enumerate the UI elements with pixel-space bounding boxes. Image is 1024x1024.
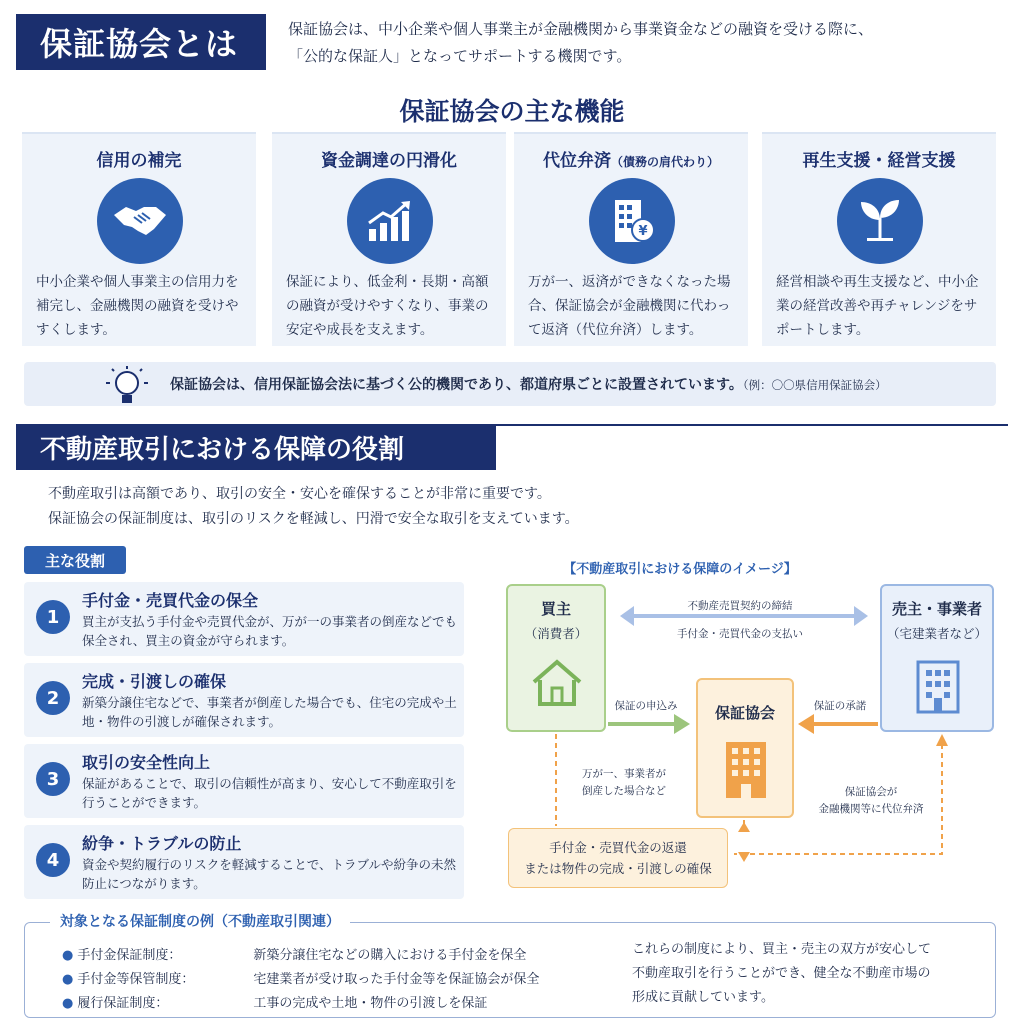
accept-arrow — [798, 714, 878, 734]
buyer-title: 買主 — [540, 600, 571, 618]
section-title-real-estate: 不動産取引における保障の役割 — [16, 424, 496, 470]
buyer-box — [506, 584, 606, 732]
system-item: ● 手付金保証制度： 新築分譲住宅などの購入における手付金を保全 — [62, 948, 527, 963]
seller-title: 売主・事業者 — [891, 600, 982, 618]
bullet-icon: ● — [62, 948, 74, 963]
bankrupt-label: 万が一、事業者が 倒産した場合など — [582, 768, 666, 797]
role-number: 1 — [36, 600, 70, 634]
association-building-icon — [724, 740, 768, 804]
apply-arrow — [608, 714, 690, 734]
buyer-sub: （消費者） — [524, 626, 588, 641]
function-card-desc: 中小企業や個人事業主の信用力を補完し、金融機関の融資を受けやすくします。 — [36, 274, 239, 338]
main-roles-tag: 主な役割 — [24, 546, 126, 574]
role-desc: 保証があることで、取引の信頼性が高まり、安心して不動産取引を行うことができます。 — [82, 776, 457, 810]
seller-box — [880, 584, 994, 732]
svg-text:¥: ¥ — [638, 224, 648, 239]
apply-label: 保証の申込み — [614, 700, 678, 712]
functions-title: 保証協会の主な機能 — [399, 97, 625, 126]
section2-line-2: 保証協会の保証制度は、取引のリスクを軽減し、円滑で安全な取引を支えています。 — [48, 511, 579, 527]
role-title: 取引の安全性向上 — [82, 753, 211, 772]
association-box — [696, 678, 794, 818]
function-card-title: 信用の補完 — [96, 151, 182, 171]
role-number: 3 — [36, 762, 70, 796]
role-desc: 買主が支払う手付金や売買代金が、万が一の事業者の倒産などでも保全され、買主の資金が守られます。 — [82, 614, 458, 648]
role-number: 4 — [36, 843, 70, 877]
role-title: 手付金・売買代金の保全 — [82, 591, 259, 610]
function-card-desc: 保証により、低金利・長期・高額の融資が受けやすくなり、事業の安定や成長を支えます。 — [286, 274, 489, 338]
role-desc: 新築分譲住宅などで、事業者が倒産した場合でも、住宅の完成や土地・物件の引渡しが確保されます。 — [82, 695, 457, 729]
function-card-title: 代位弁済（債務の肩代わり） — [542, 151, 719, 171]
function-card-title: 資金調達の円滑化 — [321, 151, 457, 171]
role-desc: 資金や契約履行のリスクを軽減することで、トラブルや紛争の未然防止につながります。 — [82, 857, 457, 891]
role-number: 2 — [36, 681, 70, 715]
refund-text: 手付金・売買代金の返還 または物件の完成・引渡しの確保 — [524, 840, 712, 876]
section2-line-1: 不動産取引は高額であり、取引の安全・安心を確保することが非常に重要です。 — [48, 486, 551, 502]
diagram-title: 【不動産取引における保障のイメージ】 — [563, 562, 797, 577]
bullet-icon: ● — [62, 972, 74, 987]
system-item: ● 手付金等保管制度： 宅建業者が受け取った手付金等を保証協会が保全 — [62, 972, 540, 987]
system-item: ● 履行保証制度： 工事の完成や土地・物件の引渡しを保証 — [62, 996, 488, 1011]
accept-label: 保証の承諾 — [813, 700, 867, 712]
seller-sub: （宅建業者など） — [886, 626, 987, 641]
intro-line-2: 「公的な保証人」となってサポートする機関です。 — [288, 47, 632, 65]
bullet-icon: ● — [62, 996, 74, 1011]
function-card-desc: 万が一、返済ができなくなった場合、保証協会が金融機関に代わって返済（代位弁済）します。 — [528, 274, 731, 338]
contract-label: 不動産売買契約の締結 — [687, 600, 793, 612]
office-building-icon — [916, 660, 960, 718]
role-title: 紛争・トラブルの防止 — [82, 834, 242, 853]
function-card-title: 再生支援・経営支援 — [802, 151, 956, 171]
conclusion-text: これらの制度により、買主・売主の双方が安心して 不動産取引を行うことができ、健全な不動産市場の 形成に貢献しています。 — [632, 942, 932, 1005]
role-title: 完成・引渡しの確保 — [82, 672, 227, 691]
house-icon — [530, 658, 584, 712]
note-text: 保証協会は、信用保証協会法に基づく公的機関であり、都道府県ごとに設置されています。（例：〇〇県信用保証協会） — [170, 377, 887, 393]
guarantee-systems-title: 対象となる保証制度の例（不動産取引関連） — [50, 910, 350, 934]
intro-line-1: 保証協会は、中小企業や個人事業主が金融機関から事業資金などの融資を受ける際に、 — [288, 20, 874, 38]
association-title: 保証協会 — [714, 704, 775, 722]
function-card-desc: 経営相談や再生支援など、中小企業の経営改善や再チャレンジをサポートします。 — [776, 274, 979, 338]
payment-label: 手付金・売買代金の支払い — [677, 628, 803, 640]
section-title-guarantee-association: 保証協会とは — [16, 14, 266, 70]
subrogation-label: 保証協会が 金融機関等に代位弁済 — [818, 786, 924, 815]
refund-box — [508, 828, 728, 888]
